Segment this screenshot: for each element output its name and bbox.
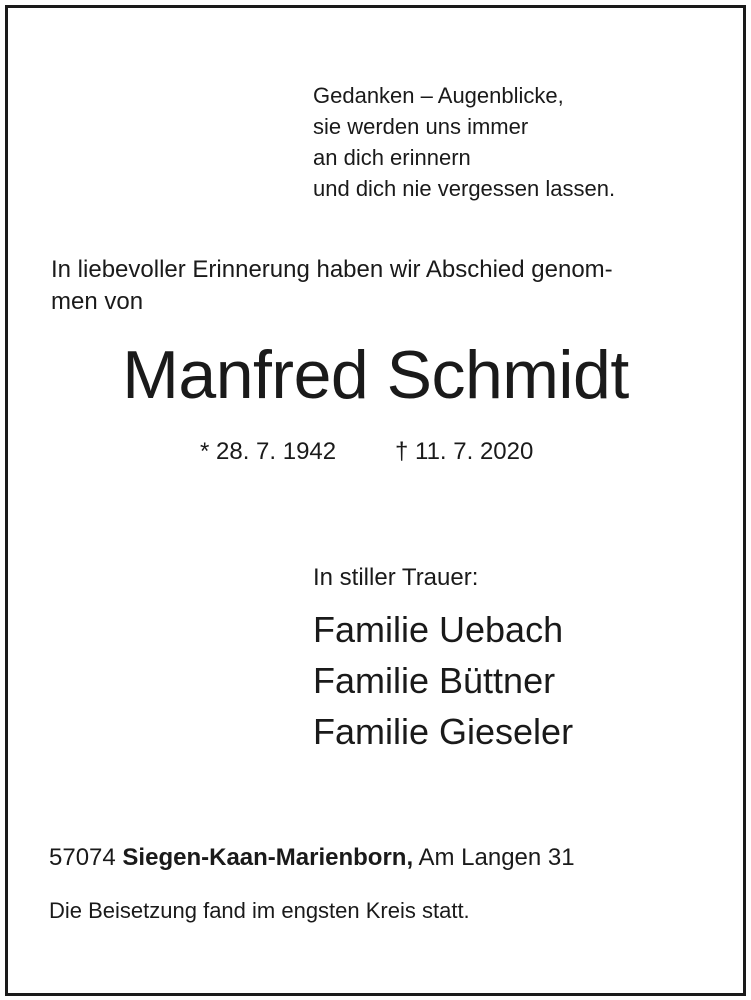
poem-line: an dich erinnern	[313, 145, 471, 170]
family-name: Familie Büttner	[313, 660, 556, 701]
family-list	[313, 604, 573, 757]
family-name: Familie Uebach	[313, 609, 564, 650]
family-name: Familie Gieseler	[313, 711, 574, 752]
poem-line: Gedanken – Augenblicke,	[313, 83, 564, 108]
intro-line: In liebevoller Erinnerung haben wir Abschied genom-	[51, 256, 613, 283]
death-date: † 11. 7. 2020	[395, 438, 534, 465]
funeral-note: Die Beisetzung fand im engsten Kreis statt.	[49, 898, 470, 923]
address-zip: 57074	[49, 844, 116, 871]
deceased-name: Manfred Schmidt	[122, 337, 629, 413]
birth-date: * 28. 7. 1942	[200, 438, 337, 465]
poem-line: und dich nie vergessen lassen.	[313, 176, 616, 201]
intro-text	[51, 254, 711, 318]
poem	[313, 80, 615, 204]
poem-line: sie werden uns immer	[313, 114, 529, 139]
address-street: Am Langen 31	[418, 844, 575, 871]
intro-line: men von	[51, 288, 144, 315]
address-city: Siegen-Kaan-Marienborn,	[122, 844, 414, 871]
address	[49, 842, 575, 874]
mourning-heading: In stiller Trauer:	[313, 564, 479, 591]
